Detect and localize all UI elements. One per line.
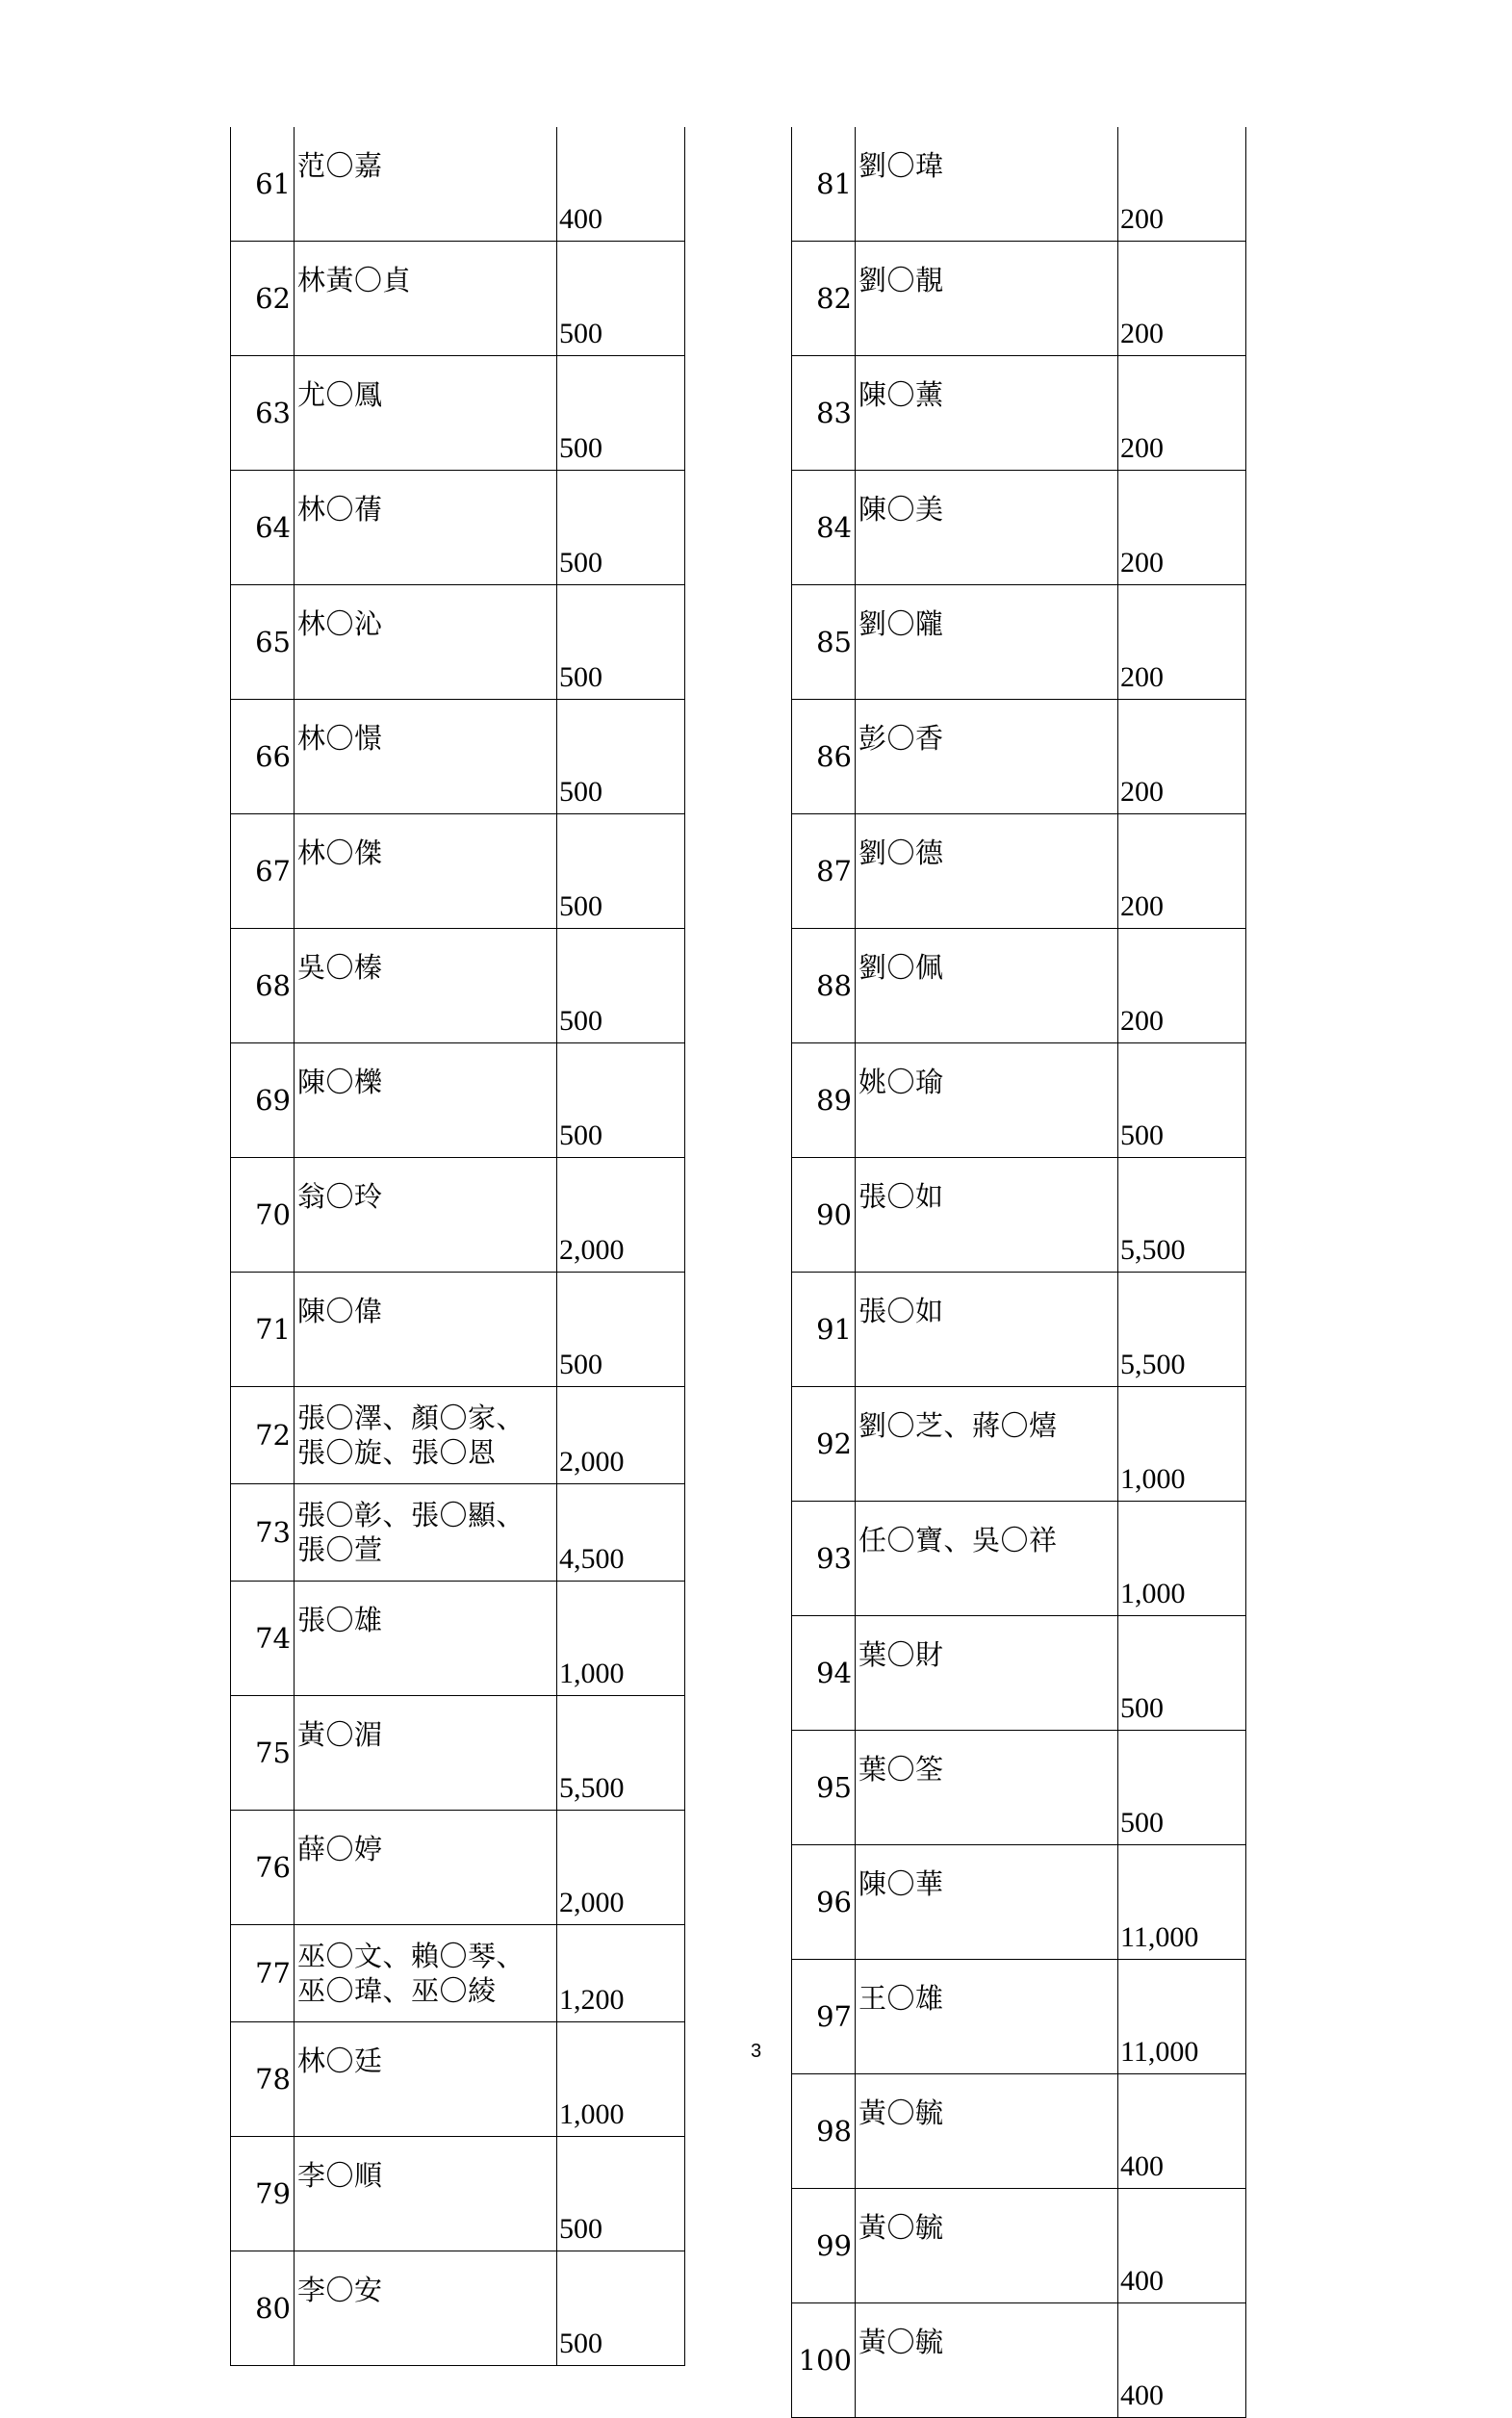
table-row	[231, 585, 685, 700]
donor-name: 林〇沁	[295, 585, 557, 700]
donation-amount: 2,000	[557, 1387, 685, 1484]
row-number: 77	[231, 1925, 295, 2022]
donation-amount: 500	[557, 929, 685, 1043]
donation-amount: 200	[1118, 585, 1246, 700]
donor-name: 彭〇香	[856, 700, 1118, 814]
donation-amount: 11,000	[1118, 1960, 1246, 2074]
donor-name: 林〇蒨	[295, 471, 557, 585]
row-number: 70	[231, 1158, 295, 1273]
donor-name: 劉〇德	[856, 814, 1118, 929]
table-row	[231, 1387, 685, 1484]
table-row	[231, 1158, 685, 1273]
donor-table-left-body	[231, 127, 685, 2366]
table-row	[792, 1158, 1246, 1273]
table-row	[231, 1484, 685, 1582]
row-number: 89	[792, 1043, 856, 1158]
row-number: 71	[231, 1273, 295, 1387]
row-number: 83	[792, 356, 856, 471]
table-row	[792, 242, 1246, 356]
row-number: 82	[792, 242, 856, 356]
donation-amount: 2,000	[557, 1811, 685, 1925]
donor-name: 陳〇櫟	[295, 1043, 557, 1158]
table-row	[792, 585, 1246, 700]
row-number: 92	[792, 1387, 856, 1502]
donation-amount: 5,500	[1118, 1273, 1246, 1387]
donor-name: 劉〇佩	[856, 929, 1118, 1043]
row-number: 81	[792, 127, 856, 242]
table-row	[231, 929, 685, 1043]
table-row	[792, 1845, 1246, 1960]
donor-name: 李〇順	[295, 2137, 557, 2251]
donation-amount: 400	[557, 127, 685, 242]
donation-amount: 1,000	[557, 2022, 685, 2137]
donor-name: 林〇憬	[295, 700, 557, 814]
table-row	[231, 1043, 685, 1158]
donor-name: 李〇安	[295, 2251, 557, 2366]
donation-amount: 200	[1118, 471, 1246, 585]
table-row	[792, 1043, 1246, 1158]
table-row	[231, 2137, 685, 2251]
donation-amount: 200	[1118, 356, 1246, 471]
donor-name: 陳〇偉	[295, 1273, 557, 1387]
table-row	[792, 1387, 1246, 1502]
donation-amount: 11,000	[1118, 1845, 1246, 1960]
table-row	[792, 127, 1246, 242]
row-number: 97	[792, 1960, 856, 2074]
donation-amount: 200	[1118, 929, 1246, 1043]
table-row	[792, 2189, 1246, 2303]
table-row	[231, 1811, 685, 1925]
donor-name: 陳〇薰	[856, 356, 1118, 471]
table-row	[792, 2074, 1246, 2189]
row-number: 72	[231, 1387, 295, 1484]
donor-name: 黃〇毓	[856, 2074, 1118, 2189]
row-number: 84	[792, 471, 856, 585]
row-number: 69	[231, 1043, 295, 1158]
donation-amount: 1,000	[557, 1582, 685, 1696]
row-number: 68	[231, 929, 295, 1043]
donation-amount: 500	[1118, 1043, 1246, 1158]
donor-name: 陳〇美	[856, 471, 1118, 585]
donation-amount: 500	[557, 814, 685, 929]
table-row	[231, 1582, 685, 1696]
donor-name: 張〇澤、顏〇家、 張〇旋、張〇恩	[295, 1387, 557, 1484]
donation-amount: 500	[1118, 1731, 1246, 1845]
row-number: 88	[792, 929, 856, 1043]
table-row	[231, 2022, 685, 2137]
table-row	[231, 1925, 685, 2022]
donor-name: 黃〇毓	[856, 2189, 1118, 2303]
donation-amount: 5,500	[557, 1696, 685, 1811]
row-number: 98	[792, 2074, 856, 2189]
row-number: 76	[231, 1811, 295, 1925]
row-number: 64	[231, 471, 295, 585]
table-row	[231, 700, 685, 814]
donor-table-right	[791, 127, 1246, 2418]
donation-amount: 500	[557, 2251, 685, 2366]
donation-amount: 400	[1118, 2303, 1246, 2418]
row-number: 65	[231, 585, 295, 700]
donation-amount: 1,000	[1118, 1502, 1246, 1616]
donor-name: 尤〇鳳	[295, 356, 557, 471]
donation-amount: 500	[557, 1043, 685, 1158]
donor-name: 王〇雄	[856, 1960, 1118, 2074]
row-number: 86	[792, 700, 856, 814]
row-number: 74	[231, 1582, 295, 1696]
donor-name: 姚〇瑜	[856, 1043, 1118, 1158]
donation-amount: 500	[557, 1273, 685, 1387]
row-number: 99	[792, 2189, 856, 2303]
donor-name: 范〇嘉	[295, 127, 557, 242]
donor-name: 任〇寶、吳〇祥	[856, 1502, 1118, 1616]
donor-name: 陳〇華	[856, 1845, 1118, 1960]
table-row	[792, 1731, 1246, 1845]
row-number: 73	[231, 1484, 295, 1582]
table-row	[792, 356, 1246, 471]
table-row	[792, 700, 1246, 814]
donor-name: 張〇如	[856, 1273, 1118, 1387]
donation-amount: 500	[557, 700, 685, 814]
row-number: 78	[231, 2022, 295, 2137]
donation-amount: 2,000	[557, 1158, 685, 1273]
donor-name: 林〇廷	[295, 2022, 557, 2137]
donor-name: 張〇雄	[295, 1582, 557, 1696]
table-row	[231, 814, 685, 929]
donor-name: 林黃〇貞	[295, 242, 557, 356]
row-number: 62	[231, 242, 295, 356]
row-number: 63	[231, 356, 295, 471]
row-number: 95	[792, 1731, 856, 1845]
donation-amount: 500	[1118, 1616, 1246, 1731]
table-row	[792, 471, 1246, 585]
row-number: 100	[792, 2303, 856, 2418]
donor-name: 黃〇湄	[295, 1696, 557, 1811]
donation-amount: 500	[557, 2137, 685, 2251]
row-number: 61	[231, 127, 295, 242]
donor-name: 林〇傑	[295, 814, 557, 929]
row-number: 93	[792, 1502, 856, 1616]
row-number: 66	[231, 700, 295, 814]
donation-amount: 500	[557, 471, 685, 585]
table-row	[231, 471, 685, 585]
table-row	[792, 1616, 1246, 1731]
table-row	[792, 929, 1246, 1043]
row-number: 96	[792, 1845, 856, 1960]
row-number: 79	[231, 2137, 295, 2251]
donation-amount: 5,500	[1118, 1158, 1246, 1273]
donor-name: 劉〇隴	[856, 585, 1118, 700]
row-number: 90	[792, 1158, 856, 1273]
donor-name: 劉〇靚	[856, 242, 1118, 356]
row-number: 87	[792, 814, 856, 929]
donation-amount: 200	[1118, 814, 1246, 929]
donor-name: 吳〇榛	[295, 929, 557, 1043]
donation-amount: 200	[1118, 700, 1246, 814]
donor-name: 葉〇筌	[856, 1731, 1118, 1845]
row-number: 80	[231, 2251, 295, 2366]
donor-name: 翁〇玲	[295, 1158, 557, 1273]
donor-name: 劉〇瑋	[856, 127, 1118, 242]
donation-amount: 500	[557, 242, 685, 356]
row-number: 85	[792, 585, 856, 700]
donation-amount: 200	[1118, 127, 1246, 242]
table-row	[231, 127, 685, 242]
row-number: 75	[231, 1696, 295, 1811]
donor-name: 劉〇芝、蔣〇熺	[856, 1387, 1118, 1502]
donation-amount: 500	[557, 356, 685, 471]
donor-name: 張〇如	[856, 1158, 1118, 1273]
donation-amount: 400	[1118, 2189, 1246, 2303]
donor-name: 張〇彰、張〇顯、 張〇萱	[295, 1484, 557, 1582]
row-number: 94	[792, 1616, 856, 1731]
donation-amount: 1,200	[557, 1925, 685, 2022]
donation-amount: 4,500	[557, 1484, 685, 1582]
donation-amount: 500	[557, 585, 685, 700]
row-number: 91	[792, 1273, 856, 1387]
donor-name: 巫〇文、賴〇琴、 巫〇瑋、巫〇綾	[295, 1925, 557, 2022]
donor-table-left	[230, 127, 685, 2366]
donor-name: 葉〇財	[856, 1616, 1118, 1731]
donation-amount: 400	[1118, 2074, 1246, 2189]
table-row	[231, 1273, 685, 1387]
table-row	[792, 1502, 1246, 1616]
table-row	[792, 2303, 1246, 2418]
donor-table-right-body	[792, 127, 1246, 2418]
table-row	[231, 2251, 685, 2366]
donor-name: 薛〇婷	[295, 1811, 557, 1925]
table-row	[231, 242, 685, 356]
row-number: 67	[231, 814, 295, 929]
donation-amount: 200	[1118, 242, 1246, 356]
table-row	[792, 814, 1246, 929]
donation-amount: 1,000	[1118, 1387, 1246, 1502]
table-row	[231, 1696, 685, 1811]
table-row	[231, 356, 685, 471]
table-row	[792, 1273, 1246, 1387]
page-number: 3	[750, 2041, 762, 2062]
donor-name: 黃〇毓	[856, 2303, 1118, 2418]
